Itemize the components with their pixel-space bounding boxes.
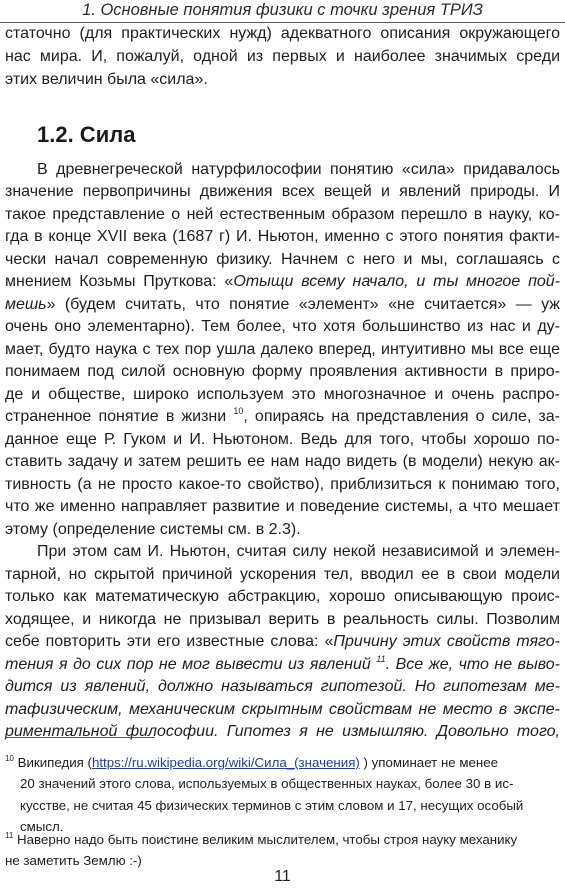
- body-line: данное еще Р. Гуком и И. Ньютоном. Ведь для того, чтобы хорошо по-: [5, 431, 560, 448]
- footnote-10-line: 20 значений этого слова, используемых в общественных науках, более 30 в ис-: [20, 776, 514, 791]
- prutkov-quote: мешь: [5, 296, 47, 313]
- newton-quote-line: дится из явлений, должно называться гипотезой. Но гипотезам ме-: [5, 678, 560, 695]
- body-line: очень оно элементарно). Тем более, что хотя большинство из нас и ду-: [5, 318, 560, 335]
- footnote-ref-11[interactable]: 11: [376, 654, 386, 664]
- footnote-11: $^{11}$ Наверно надо быть поистине великим мыслителем, чтобы строя науку механику: [5, 831, 518, 847]
- newton-quote: Причину этих свойств тяго-: [333, 633, 560, 650]
- footnote-number: 11: [5, 831, 14, 840]
- footnote-ref-10[interactable]: 10: [233, 406, 244, 416]
- body-line: значение первопричины движения всех вещей и явлений природы. И: [5, 183, 560, 200]
- newton-quote-line: риментальной философии. Гипотез я не измышляю. Довольно того,: [5, 723, 560, 740]
- body-line: мает, будто наука с тех пор ушла далеко вперед, интуитивно мы все еще: [5, 341, 560, 358]
- body-line: понимаем под силой основную форму проявления активности в приро-: [5, 363, 560, 380]
- prutkov-quote: Отыщи всему начало, и ты многое пой-: [233, 273, 560, 290]
- body-line: нас мира. И, пожалуй, одной из первых и наиболее значимых среди: [5, 48, 560, 65]
- section-heading: 1.2. Сила: [37, 122, 136, 147]
- body-line: этих величин была «сила».: [5, 71, 208, 88]
- footnote-10: $^{10}$ Википедия (https://ru.wikipedia.org/wiki/Сила_(значения) ) упоминает не менее: [5, 754, 499, 770]
- footnote-11-line: не заметить Землю :-): [5, 853, 142, 868]
- body-line: страненное понятие в жизни $^{10}$, опираясь на представления о силе, за-: [5, 406, 560, 425]
- footnote-separator: [5, 737, 155, 738]
- newton-quote-line: тафизическим, механическим скрытным свойствам не место в экспе-: [5, 701, 560, 718]
- body-line: такое представление о ней естественным образом перешло в науку, ко-: [5, 206, 560, 223]
- body-line: де и обществе, широко используем это многозначное и очень распро-: [5, 386, 560, 403]
- footnote-10-line: смысл.: [20, 819, 64, 834]
- wikipedia-link[interactable]: https://ru.wikipedia.org/wiki/Сила_(значения): [91, 755, 360, 770]
- body-line: только как математическую абстракцию, хорошо описывающую проис-: [5, 588, 560, 605]
- body-line: что же именно направляет развитие и поведение системы, а что мешает: [5, 498, 560, 515]
- body-line: статочно (для практических нужд) адекватного описания окружающего: [5, 25, 560, 42]
- body-line: мнением Козьмы Пруткова: «Отыщи всему начало, и ты многое пой-: [5, 273, 560, 290]
- body-line: себе повторить эти его известные слова: «Причину этих свойств тяго-: [5, 633, 560, 650]
- body-line: ставить задачу и затем решить ее нам надо видеть (в модели) некую ак-: [5, 453, 560, 470]
- body-line: При этом сам И. Ньютон, считая силу некой независимой и элемен-: [37, 543, 560, 560]
- page-number: 11: [274, 868, 291, 885]
- body-line: В древнегреческой натурфилософии понятию «сила» придавалось: [37, 161, 560, 178]
- footnote-10-line: кусстве, не считая 45 физических терминов с этим словом и 17, несущих особый: [20, 798, 524, 813]
- body-line: гда в конце XVII века (1687 г) И. Ньютон, именно с этого понятия факти-: [5, 228, 560, 245]
- footnote-number: 10: [5, 754, 14, 763]
- body-line: ходящее, и никогда не призывал верить в реальность силы. Позволим: [5, 611, 560, 628]
- body-line: этому (определение системы см. в 2.3).: [5, 521, 301, 538]
- body-line: тивность (а не просто какое-то свойство), приблизиться к понимаю того,: [5, 476, 560, 493]
- body-line: чески начал современную физику. Начнем с него и мы, соглашаясь с: [5, 251, 560, 268]
- body-line: тарной, но скрытой причиной ускорения тел, вводил ее в свои модели: [5, 566, 560, 583]
- running-header: 1. Основные понятия физики с точки зрения ТРИЗ: [82, 1, 483, 19]
- body-line: мешь» (будем считать, что понятие «элемент» «не считается» — уж: [5, 296, 560, 313]
- newton-quote-line: тения я до сих пор не мог вывести из явлений $^{11}$. Все же, что не выво-: [5, 654, 560, 673]
